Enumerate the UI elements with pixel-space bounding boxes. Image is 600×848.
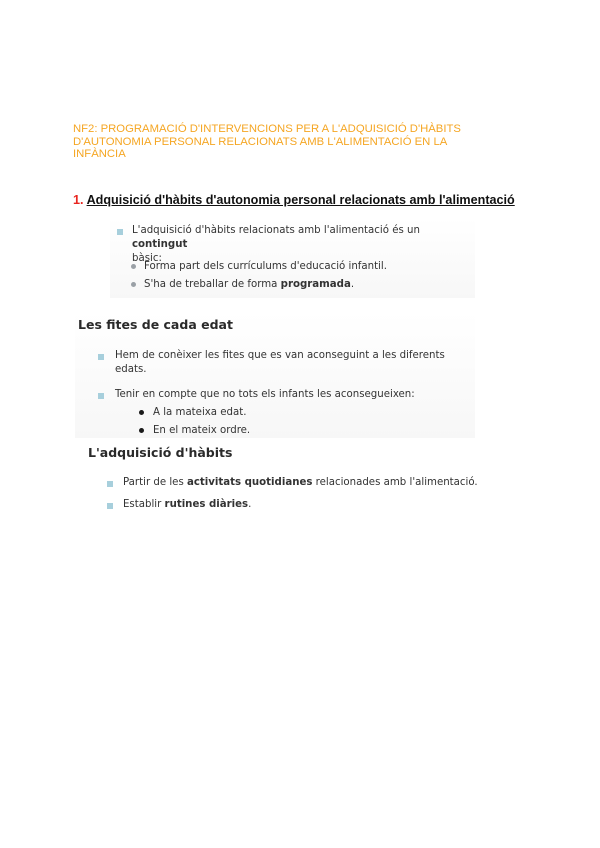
slide-image-2 bbox=[75, 312, 475, 438]
slide1-sub-1: Forma part dels currículums d'educació infantil. bbox=[144, 261, 387, 272]
bullet-square-icon bbox=[117, 229, 123, 235]
slide2-sub-1: A la mateixa edat. bbox=[153, 407, 247, 418]
header-line-1: NF2: PROGRAMACIÓ D'INTERVENCIONS PER A L'ADQUISICIÓ D'HÀBITS bbox=[73, 123, 461, 135]
bullet-square-icon bbox=[98, 393, 104, 399]
slide3-title: L'adquisició d'hàbits bbox=[88, 445, 233, 460]
slide3-bullet-1: Partir de les activitats quotidianes relacionades amb l'alimentació. bbox=[123, 477, 478, 488]
bullet-dot-icon bbox=[139, 410, 144, 415]
bullet-square-icon bbox=[98, 354, 104, 360]
slide2-sub-2: En el mateix ordre. bbox=[153, 425, 251, 436]
bullet-dot-icon bbox=[131, 264, 136, 269]
header-line-3: INFÀNCIA bbox=[73, 148, 126, 160]
bullet-dot-icon bbox=[139, 428, 144, 433]
bullet-dot-icon bbox=[131, 282, 136, 287]
slide3-bullet-2: Establir rutines diàries. bbox=[123, 499, 252, 510]
slide2-bullet-1: Hem de conèixer les fites que es van aconseguint a les diferents edats. bbox=[115, 350, 445, 375]
section-heading bbox=[73, 193, 515, 207]
slide1-bullet: L'adquisició d'hàbits relacionats amb l'alimentació és un contingut bàsic: bbox=[132, 225, 420, 264]
bullet-square-icon bbox=[107, 503, 113, 509]
slide-image-1 bbox=[110, 218, 475, 298]
bullet-square-icon bbox=[107, 481, 113, 487]
slide2-title: Les fites de cada edat bbox=[78, 317, 233, 332]
slide2-bullet-2: Tenir en compte que no tots els infants les aconsegueixen: bbox=[115, 389, 415, 400]
section-number: 1. bbox=[73, 193, 84, 207]
section-title: Adquisició d'hàbits d'autonomia personal relacionats amb l'alimentació bbox=[86, 193, 515, 207]
header-line-2: D'AUTONOMIA PERSONAL RELACIONATS AMB L'ALIMENTACIÓ EN LA bbox=[73, 135, 448, 148]
slide-image-3 bbox=[85, 440, 478, 520]
slide1-sub-2: S'ha de treballar de forma programada. bbox=[144, 279, 355, 290]
document-header bbox=[73, 123, 513, 161]
